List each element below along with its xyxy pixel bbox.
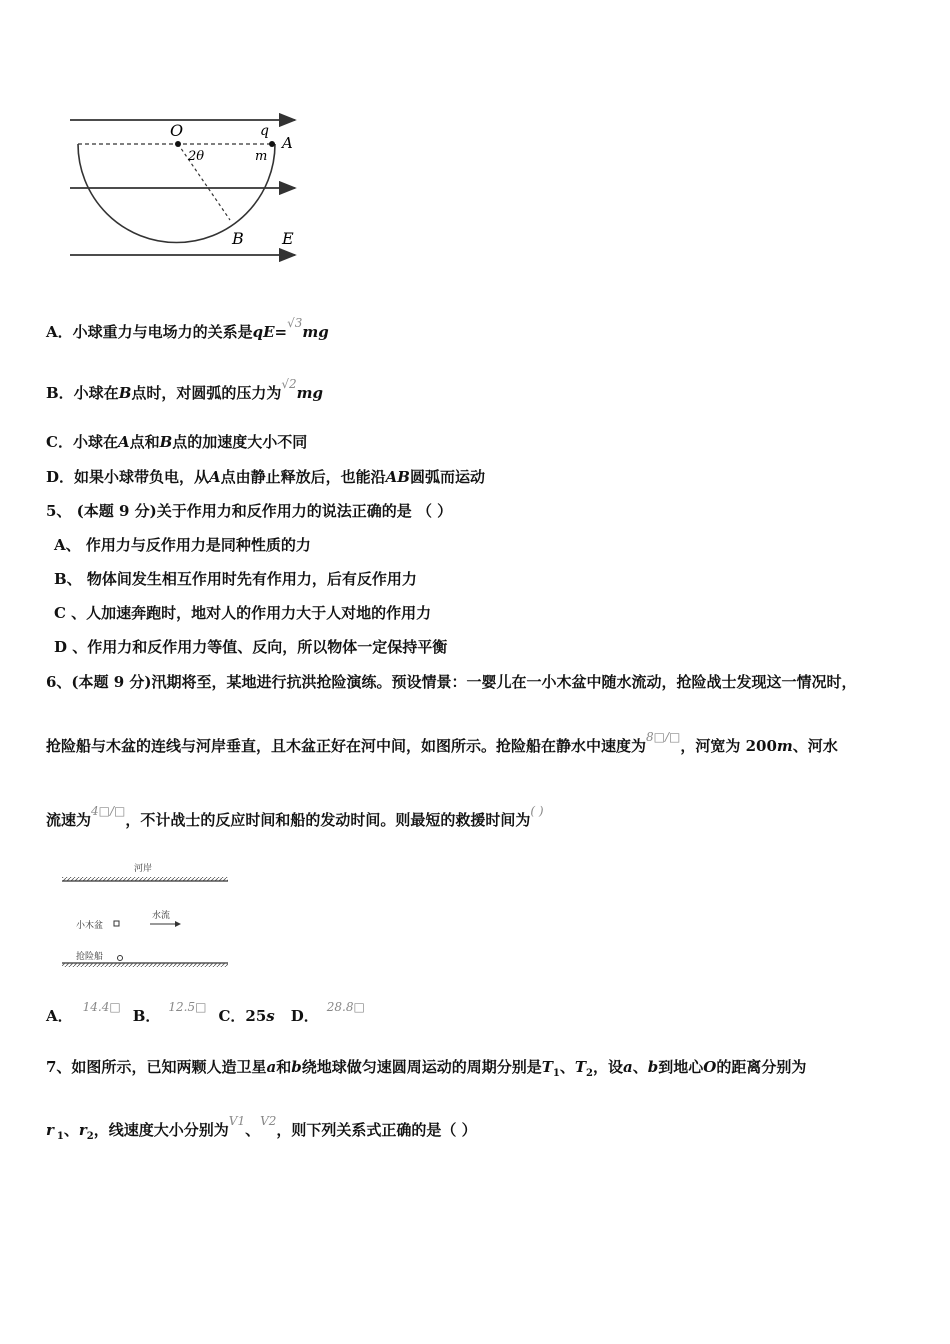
q7-line-2: r $_1$、$r_2$，线速度大小分别为$^{V1}$、$^{V2}$，则下列关系式正确的是（ ） <box>46 1114 477 1142</box>
label-A: A <box>282 134 293 152</box>
sqrt3-image: √3 <box>287 316 303 330</box>
label-q: q <box>260 123 269 139</box>
answer-paren-image: ( ) <box>530 804 544 818</box>
sqrt2-image: √2 <box>281 377 297 391</box>
bank-bottom-hatch <box>62 963 228 967</box>
basin-marker <box>114 921 119 926</box>
flow-label: 水流 <box>152 911 171 921</box>
label-B: B <box>232 229 244 248</box>
label-theta: 2θ <box>188 149 205 164</box>
river-rescue-figure <box>58 858 238 973</box>
speed-8-image: 8□/□ <box>646 730 681 744</box>
v1-image: V1 <box>228 1114 246 1128</box>
bank-label: 河岸 <box>134 864 153 874</box>
q4-option-d: D．如果小球带负电，从A点由静止释放后，也能沿AB圆弧而运动 <box>46 468 486 486</box>
option-b-image: 12.5□ <box>168 1000 207 1014</box>
label-O: O <box>170 121 184 140</box>
q6-line-2: 抢险船与木盆的连线与河岸垂直，且木盆正好在河中间，如图所示。抢险船在静水中速度为$^{8□/□}$，河宽为 200m、河水 <box>46 730 838 755</box>
option-a-image: 14.4□ <box>82 1000 121 1014</box>
label-m: m <box>255 149 268 164</box>
label-E: E <box>282 229 294 248</box>
semicircle-field-figure <box>60 108 310 268</box>
q5-option-d: D 、作用力和反作用力等值、反向，所以物体一定保持平衡 <box>54 638 448 656</box>
q6-options: A． $^{14.4□}$ B． $^{12.5□}$ C．25s D． $^{28.8□}$ <box>46 1000 365 1025</box>
q6-line-3: 流速为$^{4□/□}$，不计战士的反应时间和船的发动时间。则最短的救援时间为( ) <box>46 804 544 829</box>
q6-line-1: 6、(本题 9 分)汛期将至，某地进行抗洪抢险演练。预设情景：一婴儿在一小木盆中随水流动，抢险战士发现这一情况时， <box>46 673 857 691</box>
q5-option-a: A、 作用力与反作用力是同种性质的力 <box>54 536 311 554</box>
q4-option-a: A．小球重力与电场力的关系是qE=$^{√3}$mg <box>46 316 329 341</box>
speed-4-image: 4□/□ <box>91 804 126 818</box>
q7-line-1: 7、如图所示，已知两颗人造卫星a和b绕地球做匀速圆周运动的周期分别是$T_1$、$T_2$，设a、b到地心O的距离分别为 <box>46 1058 807 1079</box>
q5-option-b: B、 物体间发生相互作用时先有作用力，后有反作用力 <box>54 570 417 588</box>
q5-option-c: C 、人加速奔跑时，地对人的作用力大于人对地的作用力 <box>54 604 432 622</box>
v2-image: V2 <box>260 1114 277 1128</box>
boat-marker <box>118 956 123 961</box>
q4-option-c: C．小球在A点和B点的加速度大小不同 <box>46 433 308 451</box>
center-point <box>175 141 181 147</box>
option-d-image: 28.8□ <box>326 1000 365 1014</box>
boat-label: 抢险船 <box>76 952 104 962</box>
q5-stem: 5、 (本题 9 分)关于作用力和反作用力的说法正确的是 （ ） <box>46 502 453 520</box>
basin-label: 小木盆 <box>76 921 104 931</box>
ball-A <box>269 141 275 147</box>
semicircle-arc <box>78 144 275 243</box>
q4-option-b: B．小球在B点时，对圆弧的压力为$^{√2}$mg <box>46 377 324 402</box>
